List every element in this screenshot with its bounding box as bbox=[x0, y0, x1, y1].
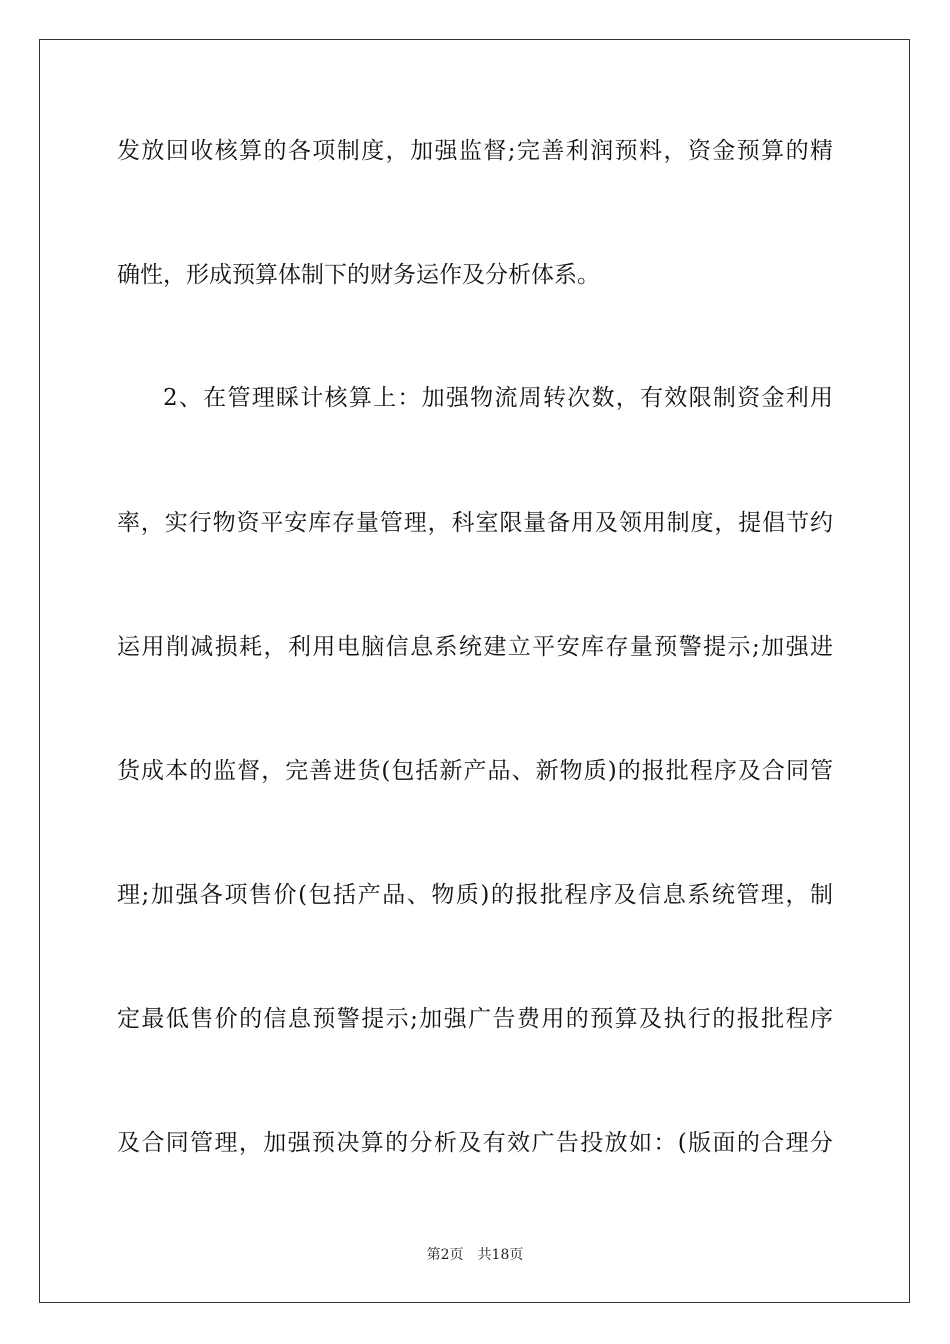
text-line: 率，实行物资平安库存量管理，科室限量备用及领用制度，提倡节约 bbox=[117, 510, 833, 536]
text-line: 货成本的监督，完善进货(包括新产品、新物质)的报批程序及合同管 bbox=[117, 758, 833, 784]
text-line: 理;加强各项售价(包括产品、物质)的报批程序及信息系统管理，制 bbox=[117, 882, 833, 908]
text-line: 确性，形成预算体制下的财务运作及分析体系。 bbox=[117, 262, 600, 288]
text-line: 定最低售价的信息预警提示;加强广告费用的预算及执行的报批程序 bbox=[117, 1006, 833, 1032]
text-line: 及合同管理，加强预决算的分析及有效广告投放如：(版面的合理分 bbox=[117, 1130, 833, 1156]
text-line: 2、在管理睬计核算上：加强物流周转次数，有效限制资金利用 bbox=[163, 385, 833, 411]
page-number: 第2页 bbox=[426, 1247, 464, 1263]
text-line: 发放回收核算的各项制度，加强监督;完善利润预料，资金预算的精 bbox=[117, 138, 833, 164]
text-line: 运用削减损耗，利用电脑信息系统建立平安库存量预警提示;加强进 bbox=[117, 634, 833, 660]
page-footer bbox=[0, 1245, 950, 1265]
page-border bbox=[39, 39, 910, 1303]
total-pages: 共18页 bbox=[477, 1247, 524, 1263]
